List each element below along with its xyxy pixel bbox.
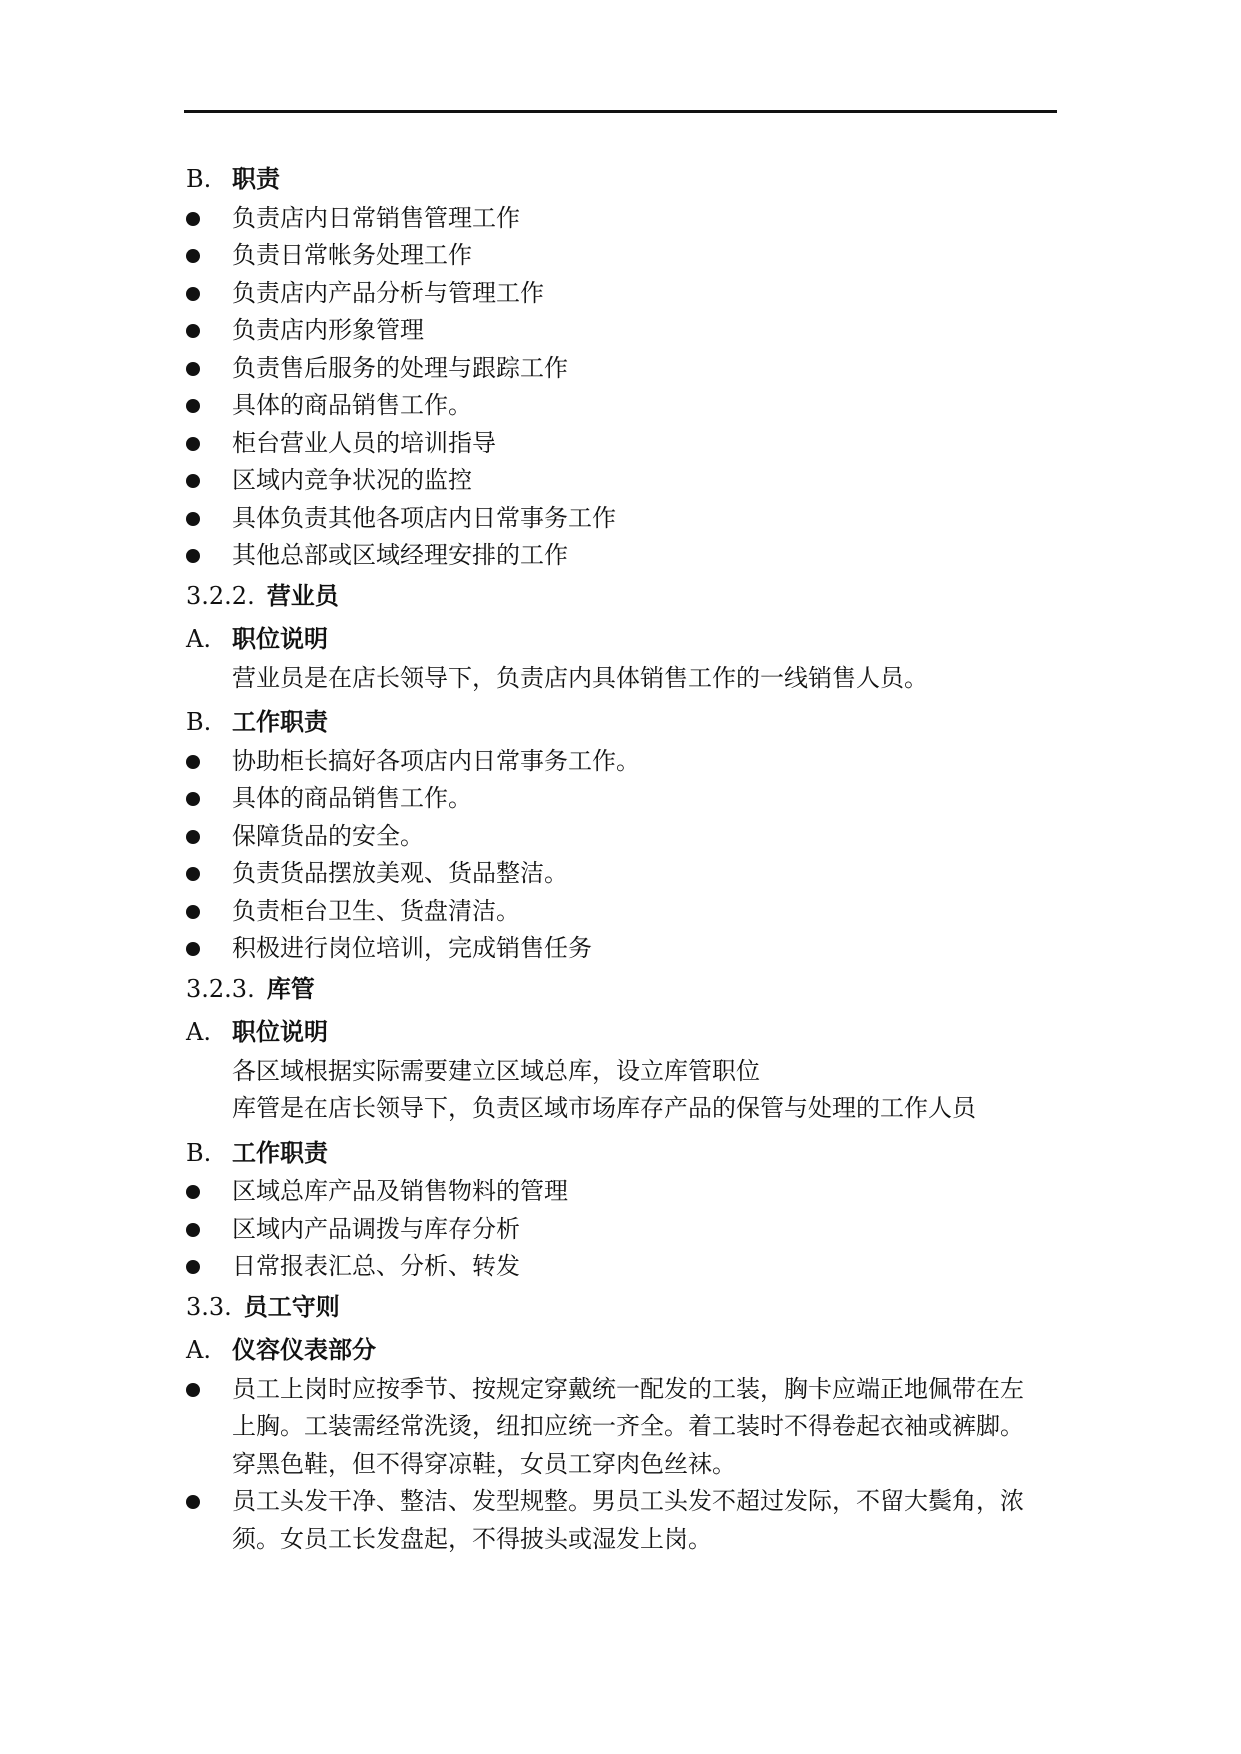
list-item-text: 具体负责其他各项店内日常事务工作 [232,503,616,532]
list-item [186,855,1086,893]
list-item [186,312,1086,350]
list-item-text: 日常报表汇总、分析、转发 [232,1252,520,1280]
list-item [186,743,1086,781]
list-item [186,893,1086,931]
section-heading [186,577,1086,615]
section-title: 员工守则 [243,1291,340,1321]
list-item [186,1173,1086,1211]
bullet-icon [186,792,200,806]
list-item [186,237,1086,275]
bullet-icon [186,1223,200,1237]
bullet-icon [186,324,200,338]
list-item-text: 柜台营业人员的培训指导 [232,428,496,457]
bullet-icon [186,362,200,376]
list-item [186,1248,1086,1286]
list-item [186,780,1086,818]
subsection-letter: B. [186,165,212,193]
bullet-icon [186,1260,200,1274]
list-item-text: 保障货品的安全。 [232,821,424,850]
section-number: 3.3. [186,1292,232,1321]
paragraph: 各区域根据实际需要建立区域总库，设立库管职位 [232,1056,760,1085]
header-rule [184,110,1057,113]
bullet-icon [186,867,200,881]
list-item [186,350,1086,388]
list-item-text-line: 须。女员工长发盘起，不得披头或湿发上岗。 [232,1524,712,1553]
list-item [186,462,1086,500]
subsection-heading [186,160,1086,198]
list-item [186,1483,1066,1558]
bullet-icon [186,905,200,919]
subsection-letter: B. [186,1138,212,1167]
list-item [186,1371,1066,1484]
list-item [186,500,1086,538]
subsection-heading [186,1134,1086,1172]
list-item [186,275,1086,313]
list-item-text: 负责店内产品分析与管理工作 [232,278,544,307]
subsection-letter: B. [186,708,212,736]
section-title: 营业员 [266,580,339,610]
bullet-icon [186,549,200,563]
bullet-icon [186,512,200,526]
list-item [186,818,1086,856]
subsection-title: 职责 [232,164,280,193]
list-item-text: 负责货品摆放美观、货品整洁。 [232,859,568,887]
subsection-title: 仪容仪表部分 [232,1335,376,1364]
list-item [186,537,1086,575]
list-item-text: 协助柜长搞好各项店内日常事务工作。 [232,746,640,775]
section-heading [186,1288,1086,1326]
list-item-text-line: 穿黑色鞋，但不得穿凉鞋，女员工穿肉色丝袜。 [232,1449,736,1478]
list-item-text: 负责日常帐务处理工作 [232,241,472,269]
bullet-icon [186,249,200,263]
paragraph: 库管是在店长领导下，负责区域市场库存产品的保管与处理的工作人员 [232,1094,976,1122]
bullet-icon [186,474,200,488]
list-item-text: 负责店内形象管理 [232,316,424,344]
list-item-text: 具体的商品销售工作。 [232,784,472,812]
paragraph: 营业员是在店长领导下，负责店内具体销售工作的一线销售人员。 [232,663,928,692]
subsection-heading [186,1013,1086,1051]
bullet-icon [186,287,200,301]
subsection-heading [186,703,1086,741]
list-item-text: 区域总库产品及销售物料的管理 [232,1177,568,1205]
list-item [186,1211,1086,1249]
list-item-text: 负责售后服务的处理与跟踪工作 [232,353,568,382]
subsection-heading [186,1331,1086,1369]
list-item-text-line: 上胸。工装需经常洗烫，纽扣应统一齐全。着工装时不得卷起衣袖或裤脚。 [232,1412,1024,1440]
bullet-icon [186,830,200,844]
list-item-text: 负责店内日常销售管理工作 [232,203,520,232]
section-number: 3.2.2. [186,581,255,610]
bullet-icon [186,1495,200,1509]
list-item [186,387,1086,425]
section-number: 3.2.3. [186,974,255,1003]
list-item [186,425,1086,463]
section-title: 库管 [266,973,315,1003]
subsection-letter: A. [186,625,211,653]
subsection-title: 工作职责 [232,707,328,736]
subsection-title: 职位说明 [232,624,328,653]
list-item-text: 其他总部或区域经理安排的工作 [232,541,568,569]
list-item-text-line: 员工头发干净、整洁、发型规整。男员工头发不超过发际，不留大鬓角，浓 [232,1487,1024,1515]
list-item-text: 积极进行岗位培训，完成销售任务 [232,934,592,962]
bullet-icon [186,212,200,226]
subsection-heading [186,620,1086,658]
bullet-icon [186,755,200,769]
subsection-letter: A. [186,1018,211,1046]
bullet-icon [186,942,200,956]
list-item-text: 负责柜台卫生、货盘清洁。 [232,896,520,925]
list-item-text: 区域内竞争状况的监控 [232,466,472,494]
bullet-icon [186,399,200,413]
subsection-title: 职位说明 [232,1017,328,1046]
bullet-icon [186,1383,200,1397]
list-item-text: 具体的商品销售工作。 [232,391,472,419]
list-item-text: 区域内产品调拨与库存分析 [232,1214,520,1243]
subsection-letter: A. [186,1336,211,1364]
list-item [186,200,1086,238]
list-item [186,930,1086,968]
subsection-title: 工作职责 [232,1137,328,1167]
bullet-icon [186,437,200,451]
section-heading [186,970,1086,1008]
document-body [186,154,1086,1558]
bullet-icon [186,1185,200,1199]
list-item-text-line: 员工上岗时应按季节、按规定穿戴统一配发的工装，胸卡应端正地佩带在左 [232,1374,1024,1403]
